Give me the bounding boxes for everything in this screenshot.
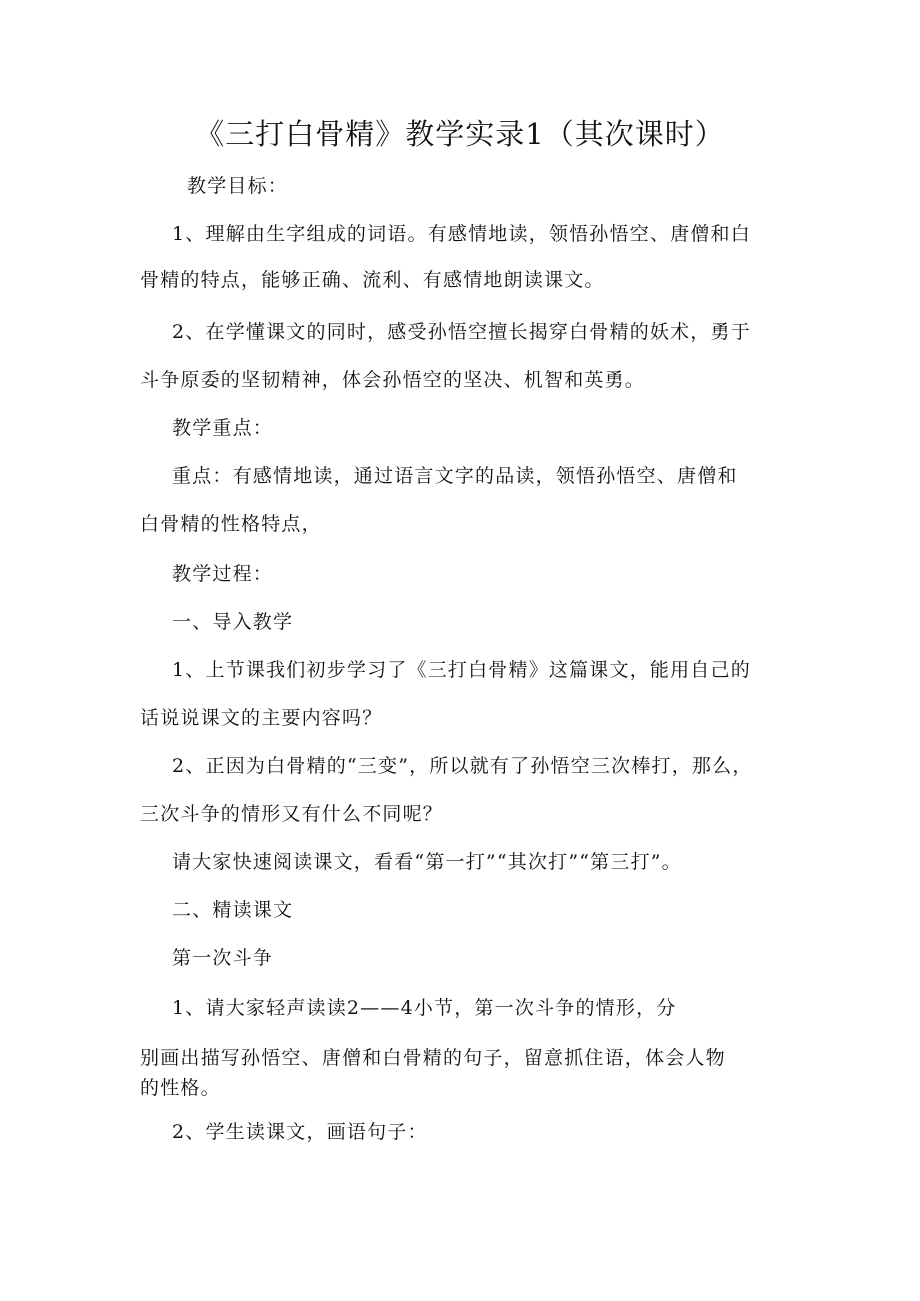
section-heading-process: 教学过程： [172, 563, 274, 585]
section-heading-objectives: 教学目标： [187, 175, 289, 197]
paragraph-line: 2、正因为白骨精的“三变”，所以就有了孙悟空三次棒打，那么， [172, 755, 753, 777]
paragraph-line: 1、请大家轻声读读2——4小节，第一次斗争的情形，分 [172, 997, 677, 1019]
paragraph-line: 的性格。 [140, 1077, 221, 1099]
paragraph-line: 1、理解由生字组成的词语。有感情地读，领悟孙悟空、唐僧和白 [172, 223, 751, 245]
subsection-heading: 一、导入教学 [172, 611, 294, 633]
paragraph-line: 2、在学懂课文的同时，感受孙悟空擅长揭穿白骨精的妖术，勇于 [172, 321, 751, 343]
paragraph-line: 骨精的特点，能够正确、流利、有感情地朗读课文。 [140, 269, 605, 291]
subsection-heading: 二、精读课文 [172, 899, 294, 921]
paragraph-line: 斗争原委的坚韧精神，体会孙悟空的坚决、机智和英勇。 [140, 369, 646, 391]
subsection-heading: 第一次斗争 [172, 947, 274, 969]
document-title: 《三打白骨精》教学实录1（其次课时） [195, 117, 725, 151]
paragraph-line: 话说说课文的主要内容吗？ [140, 707, 383, 729]
paragraph-line: 别画出描写孙悟空、唐僧和白骨精的句子，留意抓住语，体会人物 [140, 1047, 726, 1069]
paragraph-line: 三次斗争的情形又有什么不同呢？ [140, 803, 444, 825]
paragraph-line: 白骨精的性格特点， [140, 513, 322, 535]
paragraph-line: 重点：有感情地读，通过语言文字的品读，领悟孙悟空、唐僧和 [172, 465, 738, 487]
paragraph-line: 1、上节课我们初步学习了《三打白骨精》这篇课文，能用自己的 [172, 659, 751, 681]
paragraph-line: 请大家快速阅读课文，看看“第一打”“其次打”“第三打”。 [172, 851, 682, 873]
section-heading-focus: 教学重点： [172, 417, 274, 439]
paragraph-line: 2、学生读课文，画语句子： [172, 1121, 428, 1143]
